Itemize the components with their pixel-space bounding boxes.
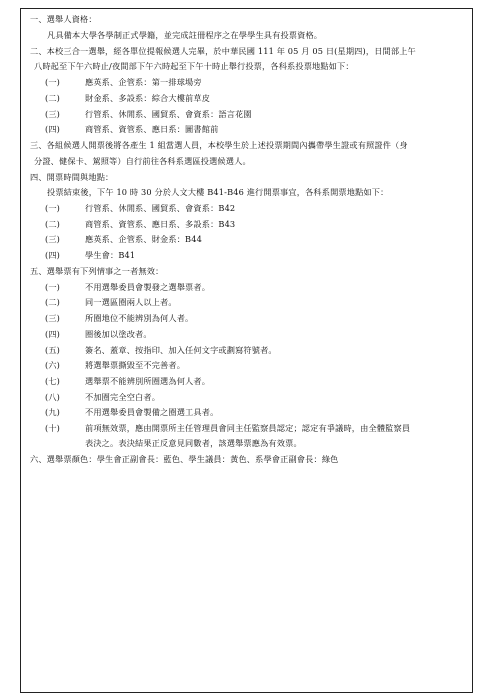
section-1-body: 凡具備本大學各學制正式學籍，並完成註冊程序之在學學生具有投票資格。 xyxy=(47,30,323,40)
section-3-line-2: 分證、健保卡、駕照等）自行前往各科系選區投選候選人。 xyxy=(34,156,251,166)
list-item xyxy=(45,93,210,103)
section-3-line-1: 三、各組候選人開票後將各產生 1 組當選人員，本校學生於上述投票期間內攜帶學生證或有照證件（身 xyxy=(30,140,408,150)
item-number: (二) xyxy=(45,93,61,103)
item-number: (六) xyxy=(45,360,61,370)
item-text: 同一選區圈兩人以上者。 xyxy=(85,297,177,307)
list-item xyxy=(45,282,210,292)
item-text: 應英系、企管系：第一排球場旁 xyxy=(85,77,202,87)
item-text: 應英系、企管系、財金系：B44 xyxy=(85,234,202,244)
item-number: (三) xyxy=(45,313,61,323)
section-2-line-2: 八時起至下午六時止/夜間部下午六時起至下午十時止舉行投票，各科系投票地點如下： xyxy=(34,61,354,71)
list-item xyxy=(45,219,235,229)
item-text: 商管系、資管系、應日系、多設系：B43 xyxy=(85,219,236,229)
item-number: (一) xyxy=(45,77,61,87)
list-item xyxy=(45,124,218,134)
item-text: 不加圈完全空白者。 xyxy=(85,392,161,402)
list-item xyxy=(45,297,177,307)
item-text: 選舉票不能辨別所圈選為何人者。 xyxy=(85,376,211,386)
item-number: (二) xyxy=(45,219,61,229)
section-2-line-1: 二、本校三合一選舉，經各單位提報候選人完畢，於中華民國 111 年 05 月 05 日(星期四)，日間部上午 xyxy=(30,46,416,56)
section-4-heading: 四、開票時間與地點： xyxy=(30,172,114,182)
item-text: 商管系、資管系、應日系：圖書館前 xyxy=(85,124,219,134)
item-text: 行管系、休閒系、國貿系、會資系：語言花園 xyxy=(85,109,252,119)
item-number: (七) xyxy=(45,376,61,386)
item-number: (一) xyxy=(45,203,61,213)
section-4-intro: 投票結束後，下午 10 時 30 分於人文大樓 B41-B46 進行開票事宜，各科系開票地點如下： xyxy=(47,187,389,197)
list-item xyxy=(45,407,218,417)
section-5-heading: 五、選舉票有下列情事之一者無效： xyxy=(30,266,164,276)
list-item xyxy=(45,109,252,119)
list-item xyxy=(45,423,410,433)
item-number: (四) xyxy=(45,124,61,134)
list-item xyxy=(45,313,193,323)
list-item xyxy=(45,250,135,260)
section-1-heading: 一、選舉人資格： xyxy=(30,14,97,24)
item-number: (九) xyxy=(45,407,61,417)
item-number: (五) xyxy=(45,345,61,355)
item-text: 前項無效票，應由開票所主任管理員會同主任監察員認定；認定有爭議時，由全體監察員 xyxy=(85,423,411,433)
list-item xyxy=(45,376,210,386)
list-item-continuation: 表決之。表決結果正反意見同數者，該選舉票應為有效票。 xyxy=(85,438,302,448)
item-text: 圈後加以塗改者。 xyxy=(85,329,152,339)
item-number: (四) xyxy=(45,250,61,260)
list-item xyxy=(45,329,152,339)
list-item xyxy=(45,392,160,402)
item-text: 所圈地位不能辨別為何人者。 xyxy=(85,313,194,323)
item-number: (一) xyxy=(45,282,61,292)
list-item xyxy=(45,234,202,244)
list-item xyxy=(45,345,277,355)
item-text: 財金系、多設系：綜合大樓前草皮 xyxy=(85,93,211,103)
item-number: (三) xyxy=(45,109,61,119)
item-text: 將選舉票撕毀至不完善者。 xyxy=(85,360,186,370)
item-text: 學生會：B41 xyxy=(85,250,136,260)
item-number: (四) xyxy=(45,329,61,339)
item-text: 不用選舉委員會製發之選舉票者。 xyxy=(85,282,211,292)
list-item xyxy=(45,77,202,87)
item-text: 不用選舉委員會製備之圈選工具者。 xyxy=(85,407,219,417)
section-6-text: 六、選舉票顏色：學生會正副會長：藍色、學生議員：黃色、系學會正副會長：綠色 xyxy=(30,454,339,464)
item-number: (三) xyxy=(45,234,61,244)
item-text: 簽名、蓋章、按指印、加入任何文字或劃寫符號者。 xyxy=(85,345,277,355)
list-item xyxy=(45,203,235,213)
item-number: (二) xyxy=(45,297,61,307)
item-number: (十) xyxy=(45,423,61,433)
list-item xyxy=(45,360,185,370)
item-text: 行管系、休閒系、國貿系、會資系：B42 xyxy=(85,203,236,213)
item-number: (八) xyxy=(45,392,61,402)
